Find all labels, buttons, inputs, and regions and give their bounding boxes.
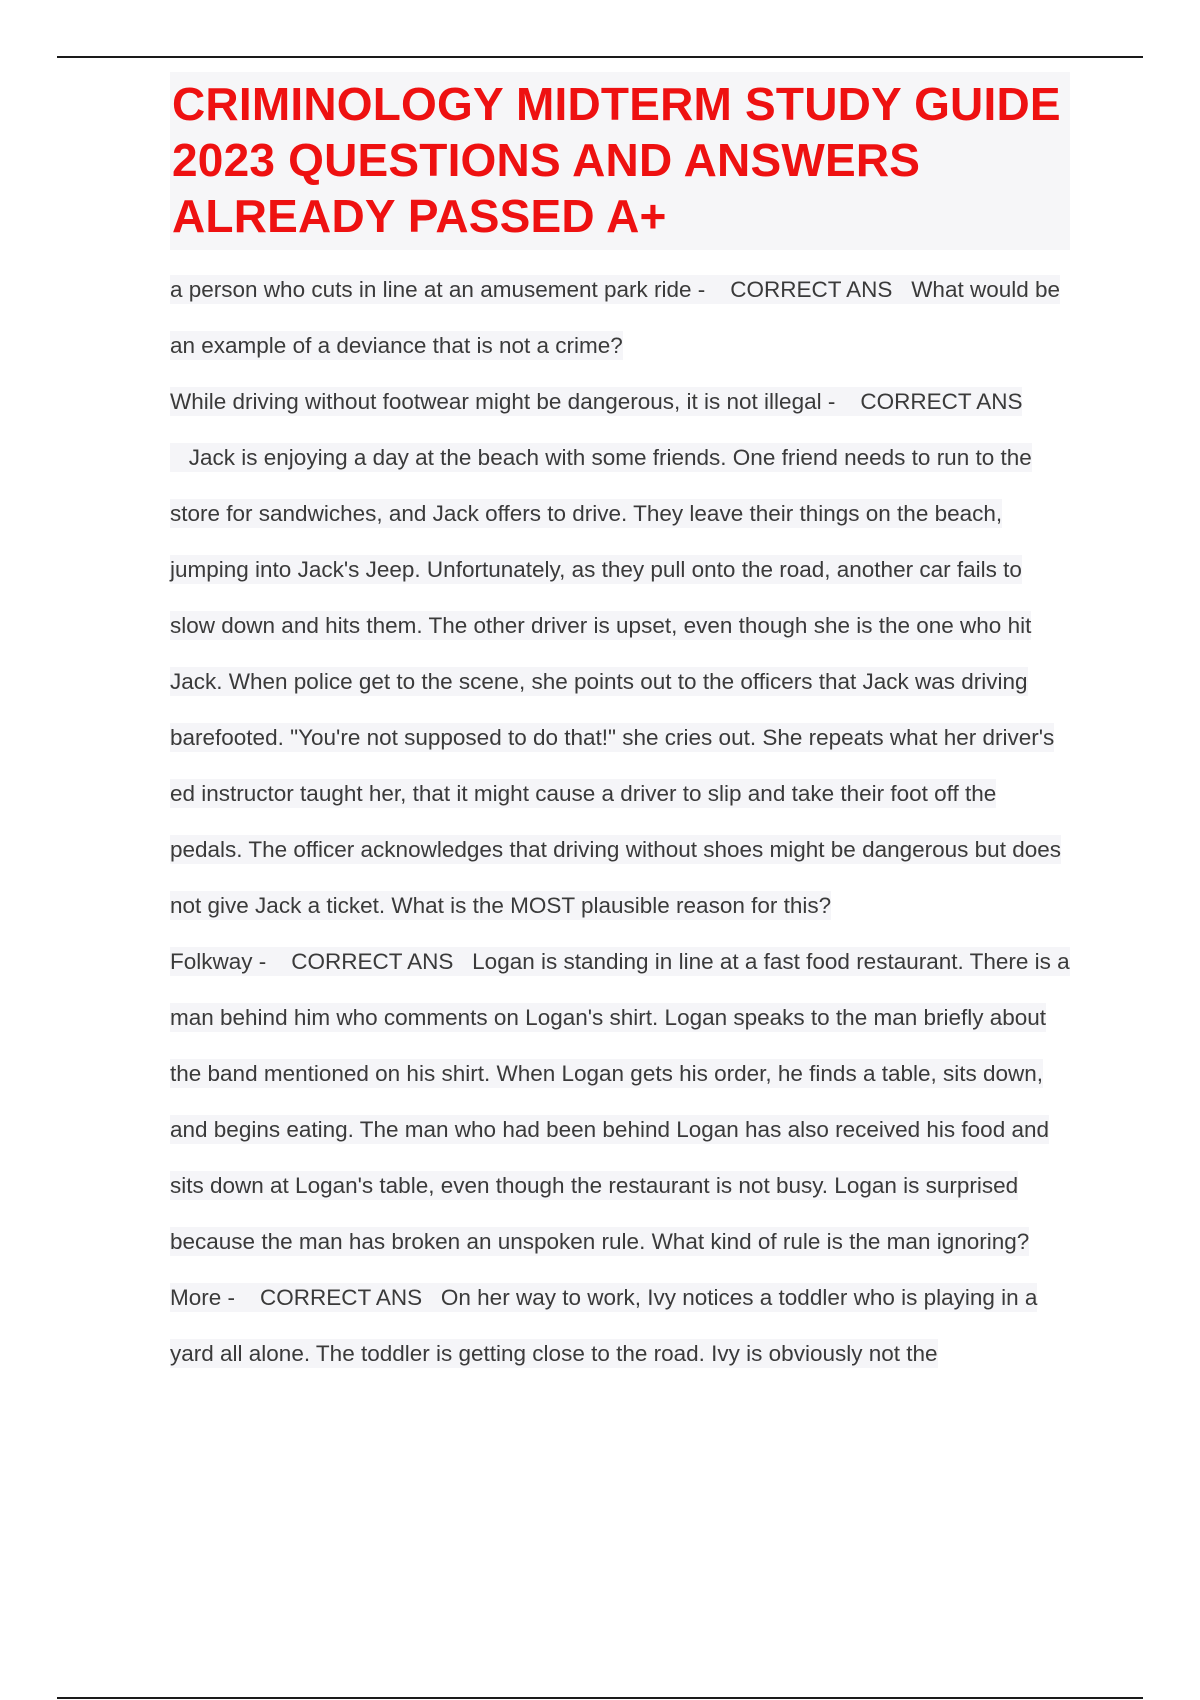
question-text: What would be an example of a deviance that is not a crime? <box>170 277 1061 358</box>
correct-ans-marker: CORRECT ANS <box>860 389 1023 414</box>
qa-entry: More - CORRECT ANS On her way to work, Ivy notices a toddler who is playing in a yard all alone. The toddler is getting close to the road. Ivy is obviously not the <box>170 1285 1038 1366</box>
qa-entry: While driving without footwear might be dangerous, it is not illegal - CORRECT ANS Jack is enjoying a day at the beach with some friends. One friend needs to run to the store for sandwiches, and Jack offers to drive. They leave their things on the beach, jumping into Jack's Jeep. Unfortunately, as they pull onto the road, another car fails to slow down and hits them. The other driver is upset, even though she is the one who hit Jack. When police get to the scene, she points out to the officers that Jack was driving barefooted. "You're not supposed to do that!" she cries out. She repeats what her driver's ed instructor taught her, that it might cause a driver to slip and take their foot off the pedals. The officer acknowledges that driving without shoes might be dangerous but does not give Jack a ticket. What is the MOST plausible reason for this? <box>170 389 1061 918</box>
correct-ans-marker: CORRECT ANS <box>730 277 893 302</box>
bottom-divider <box>57 1697 1143 1699</box>
title-block <box>170 72 1070 250</box>
question-text: Jack is enjoying a day at the beach with some friends. One friend needs to run to the store for sandwiches, and Jack offers to drive. They leave their things on the beach, jumping into Jack's Jeep. Unfortunately, as they pull onto the road, another car fails to slow down and hits them. The other driver is upset, even though she is the one who hit Jack. When police get to the scene, she points out to the officers that Jack was driving barefooted. "You're not supposed to do that!" she cries out. She repeats what her driver's ed instructor taught her, that it might cause a driver to slip and take their foot off the pedals. The officer acknowledges that driving without shoes might be dangerous but does not give Jack a ticket. What is the MOST plausible reason for this? <box>170 445 1061 918</box>
qa-list <box>170 262 1070 1382</box>
qa-entry: a person who cuts in line at an amusement park ride - CORRECT ANS What would be an example of a deviance that is not a crime? <box>170 277 1061 358</box>
question-text: Logan is standing in line at a fast food restaurant. There is a man behind him who comments on Logan's shirt. Logan speaks to the man briefly about the band mentioned on his shirt. When Logan gets his order, he finds a table, sits down, and begins eating. The man who had been behind Logan has also received his food and sits down at Logan's table, even though the restaurant is not busy. Logan is surprised because the man has broken an unspoken rule. What kind of rule is the man ignoring? <box>170 949 1070 1254</box>
top-divider <box>57 56 1143 58</box>
qa-entry: Folkway - CORRECT ANS Logan is standing in line at a fast food restaurant. There is a man behind him who comments on Logan's shirt. Logan speaks to the man briefly about the band mentioned on his shirt. When Logan gets his order, he finds a table, sits down, and begins eating. The man who had been behind Logan has also received his food and sits down at Logan's table, even though the restaurant is not busy. Logan is surprised because the man has broken an unspoken rule. What kind of rule is the man ignoring? <box>170 949 1070 1254</box>
correct-ans-marker: CORRECT ANS <box>260 1285 423 1310</box>
answer-text: a person who cuts in line at an amusement park ride <box>170 277 692 302</box>
answer-text: While driving without footwear might be dangerous, it is not illegal <box>170 389 822 414</box>
document-body <box>170 72 1070 1382</box>
answer-text: Folkway <box>170 949 253 974</box>
question-text: On her way to work, Ivy notices a toddler who is playing in a yard all alone. The toddler is getting close to the road. Ivy is obviously not the <box>170 1285 1038 1366</box>
correct-ans-marker: CORRECT ANS <box>291 949 454 974</box>
document-title: CRIMINOLOGY MIDTERM STUDY GUIDE 2023 QUESTIONS AND ANSWERS ALREADY PASSED A+ <box>172 78 1061 242</box>
answer-text: More <box>170 1285 222 1310</box>
